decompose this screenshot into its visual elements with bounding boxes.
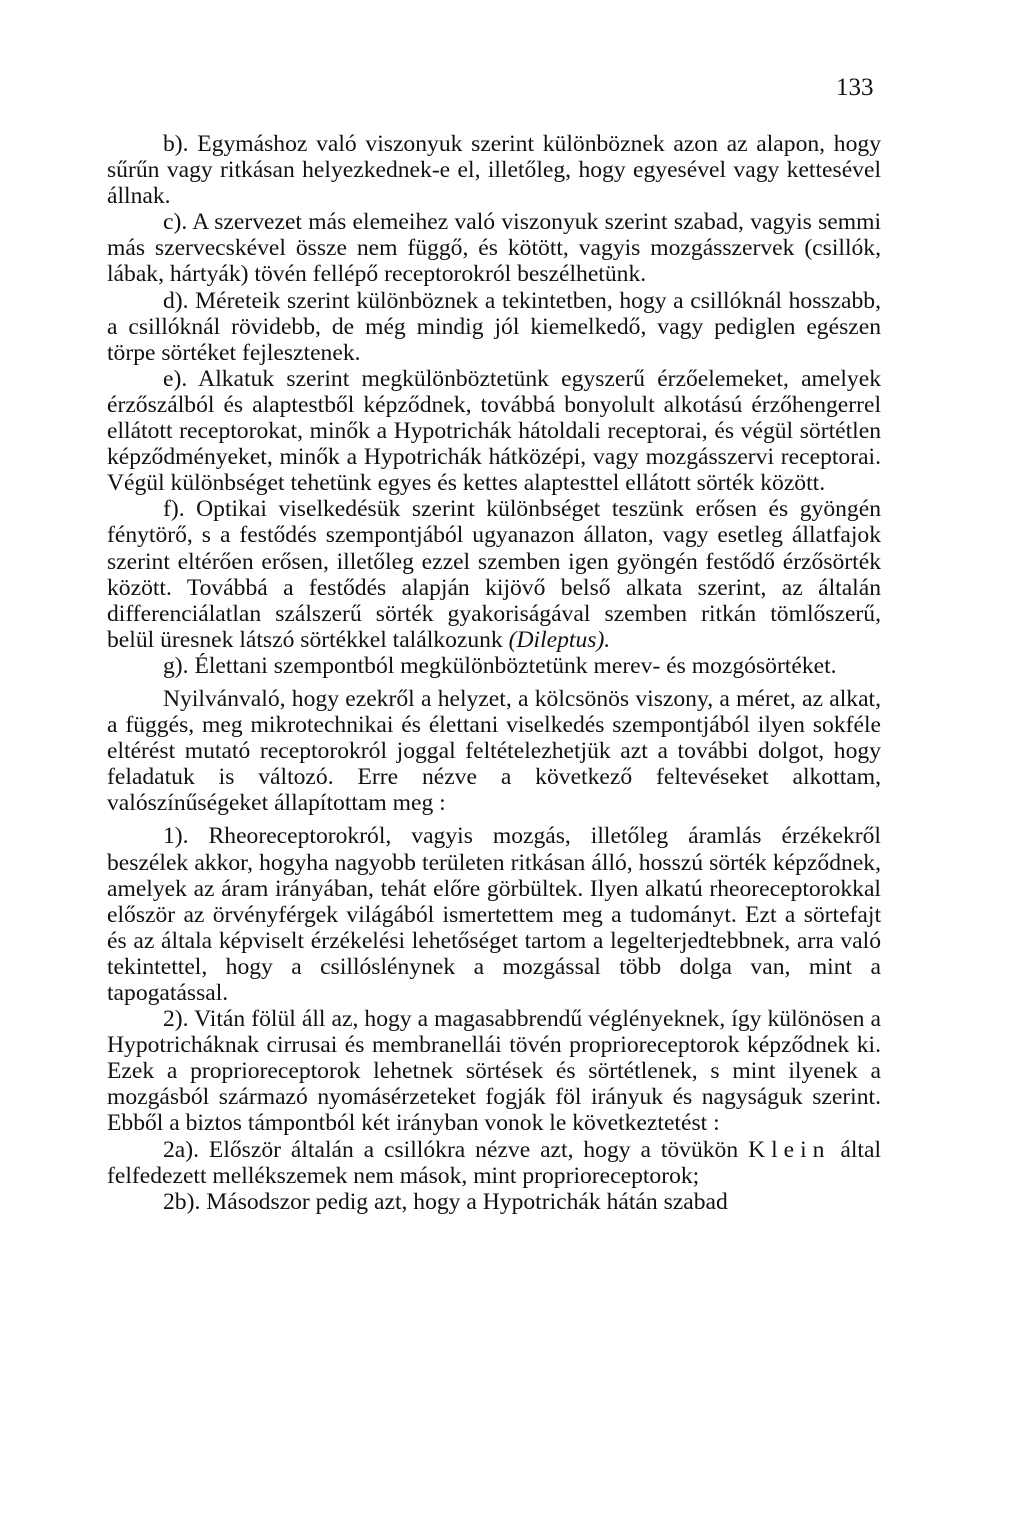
- klein-name: Klein: [748, 1136, 831, 1163]
- paragraph-d: d). Méreteik szerint különböznek a tekintetben, hogy a csillóknál hosszabb, a csillóknál rövidebb, de még mindig jól kiemelkedő, vagy pediglen egészen törpe sörtéket fejlesztenek.: [107, 287, 881, 366]
- paragraph-2a-rest: által felfedezett mellékszemek nem mások, mint proprioreceptorok;: [107, 1136, 881, 1189]
- paragraph-summary: Nyilvánvaló, hogy ezekről a helyzet, a kölcsönös viszony, a méret, az alkat, a függés, meg mikrotechnikai és élettani viselkedés szempontjából ilyen sokféle eltérést mutató receptorokról joggal feltételezhetjük azt a további dolgot, hogy feladatuk is változó. Erre nézve a következő feltevéseket alkottam, valószínűségeket állapítottam meg :: [107, 685, 881, 817]
- paragraph-f: [107, 496, 881, 653]
- paragraph-2: 2). Vitán fölül áll az, hogy a magasabbrendű véglényeknek, így különösen a Hypotricháknak cirrusai és membranellái tövén proprioreceptorok képződnek ki. Ezek a proprioreceptorok lehetnek sörtések és sörtétlenek, s mint ilyenek a mozgásból származó nyomásérzeteket fogják föl irányuk és nagyságuk szerint. Ebből a biztos támpontból két irányban vonok le következtetést :: [107, 1006, 881, 1137]
- paragraph-2a: [107, 1137, 881, 1189]
- paragraph-g: g). Élettani szempontból megkülönböztetünk merev- és mozgósörtéket.: [163, 652, 837, 679]
- paragraph-b: b). Egymáshoz való viszonyuk szerint különböznek azon az alapon, hogy sűrűn vagy ritkásan helyezkednek-e el, illetőleg, hogy egyesével vagy kettesével állnak.: [107, 131, 881, 210]
- paragraph-e: e). Alkatuk szerint megkülönböztetünk egyszerű érzőelemeket, amelyek érzőszálból és alaptestből képződnek, továbbá bonyolult alkotású érzőhengerrel ellátott receptorokat, minők a Hypotrichák hátoldali receptorai, és végül sörtétlen képződményeket, minők a Hypotrichák hátközépi, vagy mozgásszervi receptorai. Végül különbséget tehetünk egyes és kettes alaptesttel ellátott sörték között.: [107, 365, 881, 497]
- page-number: 133: [836, 74, 874, 101]
- paragraph-1: 1). Rheoreceptorokról, vagyis mozgás, illetőleg áramlás érzékekről beszélek akkor, hogyha nagyobb területen ritkásan álló, hosszú sörték képződnek, amelyek az áram irányában, tehát előre görbültek. Ilyen alkatú rheoreceptorokkal először az örvényférgek világából ismertettem meg a tudományt. Ezt a sörtefajt és az általa képviselt érzékelési lehetőséget tartom a legelterjedtebbnek, arra való tekintettel, hogy a csillóslénynek a mozgással több dolga van, mint a tapogatással.: [107, 823, 881, 1006]
- paragraph-2b: 2b). Másodszor pedig azt, hogy a Hypotrichák hátán szabad: [163, 1188, 728, 1215]
- paragraph-f-text: f). Optikai viselkedésük szerint különbséget teszünk erősen és gyöngén fénytörő, s a festődés szempontjából ugyanazon állaton, vagy esetleg állatfajok szerint eltérően erősen, illetőleg ezzel szemben igen gyöngén festődő érzősörték között. Továbbá a festődés alapján kijövő belső alkata szerint, az általán differenciálatlan szálszerű sörték gyakoriságával szemben ritkán tömlőszerű, belül üresnek látszó sörtékkel találkozunk: [107, 496, 881, 653]
- paragraph-c: c). A szervezet más elemeihez való viszonyuk szerint szabad, vagyis semmi más szervecskével össze nem függő, és kötött, vagyis mozgásszervek (csillók, lábak, hártyák) tövén fellépő receptorokról beszélhetünk.: [107, 209, 881, 288]
- body-text: [107, 131, 881, 1215]
- dileptus-italic: (Dileptus).: [508, 626, 611, 653]
- paragraph-2a-lead: 2a). Először általán a csillókra nézve azt, hogy a tövükön: [163, 1136, 739, 1163]
